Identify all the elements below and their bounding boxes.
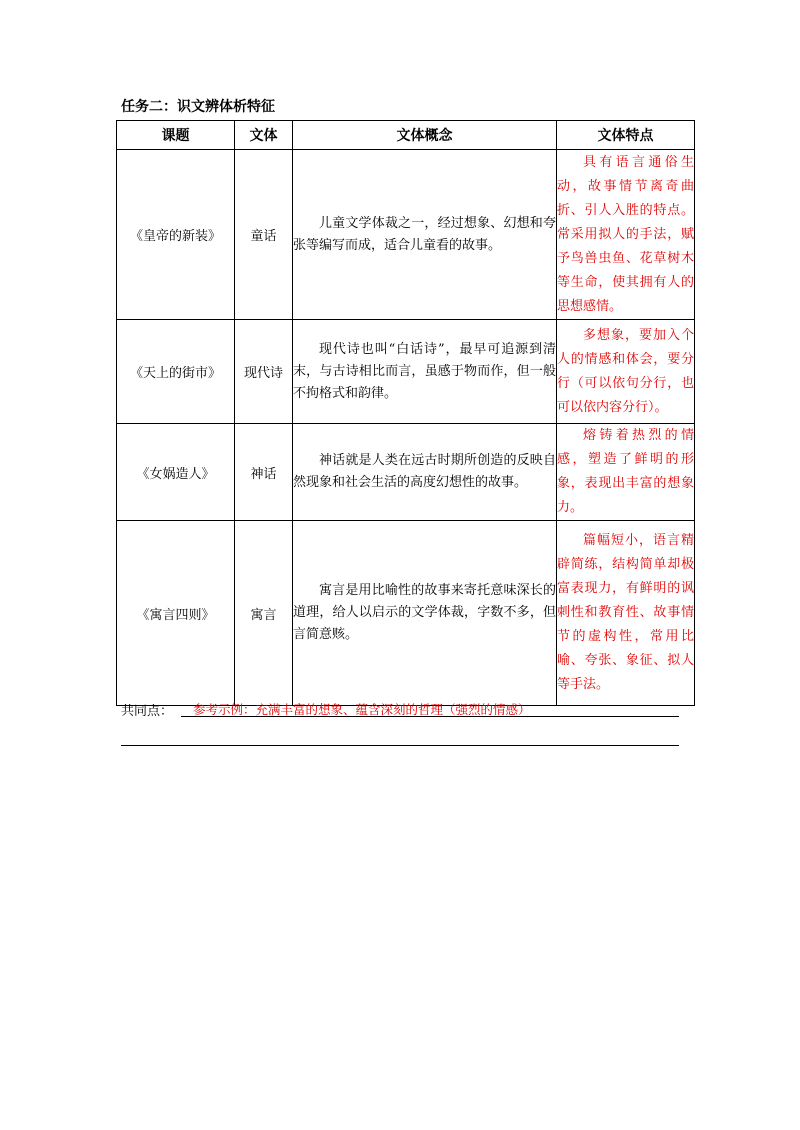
table-row [117, 424, 695, 521]
row-title: 《天上的街市》 [117, 320, 235, 424]
row-features: 熔铸着热烈的情感，塑造了鲜明的形象，表现出丰富的想象力。 [557, 424, 695, 521]
common-answer: 参考示例：充满丰富的想象、蕴含深刻的哲理（强烈的情感） [181, 700, 679, 717]
row-genre: 寓言 [235, 521, 293, 706]
row-features: 具有语言通俗生动，故事情节离奇曲折、引人入胜的特点。常采用拟人的手法，赋予鸟兽虫鱼、花草树木等生命，使其拥有人的思想感情。 [557, 150, 695, 320]
header-features: 文体特点 [557, 121, 695, 150]
genre-table [116, 120, 695, 706]
header-genre: 文体 [235, 121, 293, 150]
row-title: 《皇帝的新装》 [117, 150, 235, 320]
row-genre: 现代诗 [235, 320, 293, 424]
task-title: 任务二：识文辨体析特征 [121, 99, 275, 115]
answer-blank-line [121, 745, 679, 746]
common-label: 共同点： [121, 704, 174, 719]
header-title: 课题 [117, 121, 235, 150]
row-concept: 寓言是用比喻性的故事来寄托意味深长的道理，给人以启示的文学体裁，字数不多，但言简意赅。 [293, 521, 557, 706]
row-title: 《寓言四则》 [117, 521, 235, 706]
row-concept: 现代诗也叫“白话诗”，最早可追源到清末，与古诗相比而言，虽感于物而作，但一般不拘格式和韵律。 [293, 320, 557, 424]
row-features: 篇幅短小，语言精辟简练，结构简单却极富表现力，有鲜明的讽刺性和教育性、故事情节的虚构性，常用比喻、夸张、象征、拟人等手法。 [557, 521, 695, 706]
table-row [117, 521, 695, 706]
table-row [117, 150, 695, 320]
table-header-row [117, 121, 695, 150]
row-concept: 儿童文学体裁之一，经过想象、幻想和夸张等编写而成，适合儿童看的故事。 [293, 150, 557, 320]
row-genre: 童话 [235, 150, 293, 320]
header-concept: 文体概念 [293, 121, 557, 150]
row-concept: 神话就是人类在远古时期所创造的反映自然现象和社会生活的高度幻想性的故事。 [293, 424, 557, 521]
row-genre: 神话 [235, 424, 293, 521]
table-row [117, 320, 695, 424]
row-title: 《女娲造人》 [117, 424, 235, 521]
row-features: 多想象，要加入个人的情感和体会，要分行（可以依句分行，也可以依内容分行）。 [557, 320, 695, 424]
